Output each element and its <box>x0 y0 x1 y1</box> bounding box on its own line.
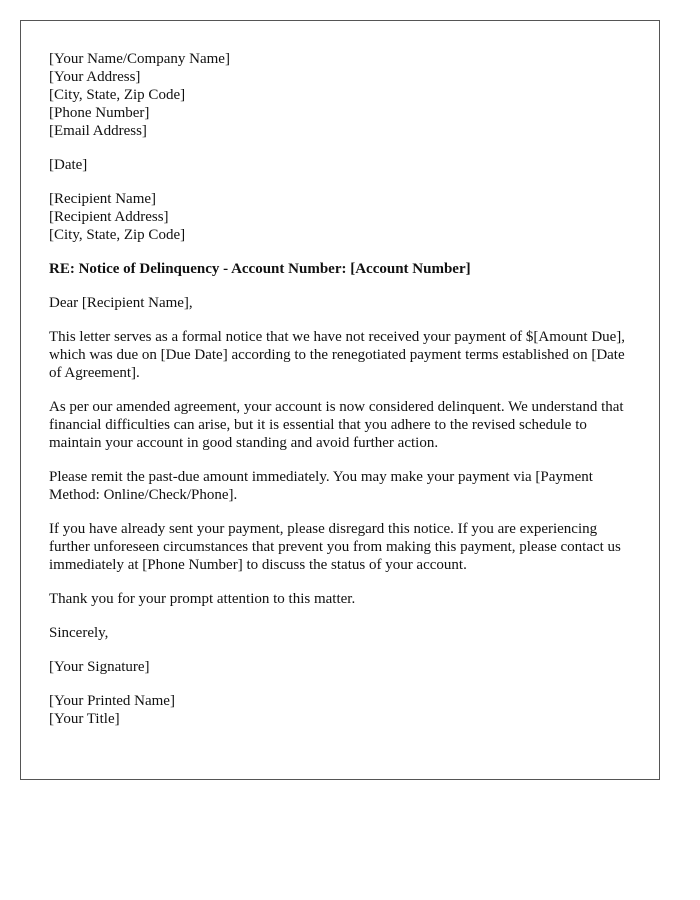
sender-city-state-zip: [City, State, Zip Code] <box>49 87 186 103</box>
closing: Sincerely, <box>49 625 109 641</box>
subject-line: RE: Notice of Delinquency - Account Number: [Account Number] <box>49 261 471 277</box>
recipient-city-state-zip: [City, State, Zip Code] <box>49 227 186 243</box>
letter-page <box>20 20 660 780</box>
salutation: Dear [Recipient Name], <box>49 295 193 311</box>
signer-title: [Your Title] <box>49 711 120 727</box>
sender-address: [Your Address] <box>49 69 141 85</box>
date-block <box>49 156 631 174</box>
body-paragraph-3: Please remit the past-due amount immediately. You may make your payment via [Payment Method: Online/Check/Phone]. <box>49 469 593 503</box>
recipient-block <box>49 190 631 244</box>
sender-block <box>49 50 631 140</box>
body-paragraph-4: If you have already sent your payment, please disregard this notice. If you are experiencing further unforeseen circumstances that prevent you from making this payment, please contact us immediately at [Phone Number] to discuss the status of your account. <box>49 521 621 573</box>
signoff-block <box>49 692 631 728</box>
recipient-name: [Recipient Name] <box>49 191 157 207</box>
body-paragraph-2: As per our amended agreement, your account is now considered delinquent. We understand that financial difficulties can arise, but it is essential that you adhere to the revised schedule to maintain your account in good standing and avoid further action. <box>49 399 624 451</box>
body-paragraph-5: Thank you for your prompt attention to this matter. <box>49 591 356 607</box>
recipient-address: [Recipient Address] <box>49 209 169 225</box>
body-paragraph-1: This letter serves as a formal notice that we have not received your payment of $[Amount Due], which was due on [Due Date] according to the renegotiated payment terms established on [Date of Agreement]. <box>49 329 626 381</box>
sender-email: [Email Address] <box>49 123 147 139</box>
letter-date: [Date] <box>49 157 88 173</box>
printed-name: [Your Printed Name] <box>49 693 175 709</box>
signature: [Your Signature] <box>49 659 150 675</box>
sender-phone: [Phone Number] <box>49 105 150 121</box>
sender-name: [Your Name/Company Name] <box>49 51 230 67</box>
